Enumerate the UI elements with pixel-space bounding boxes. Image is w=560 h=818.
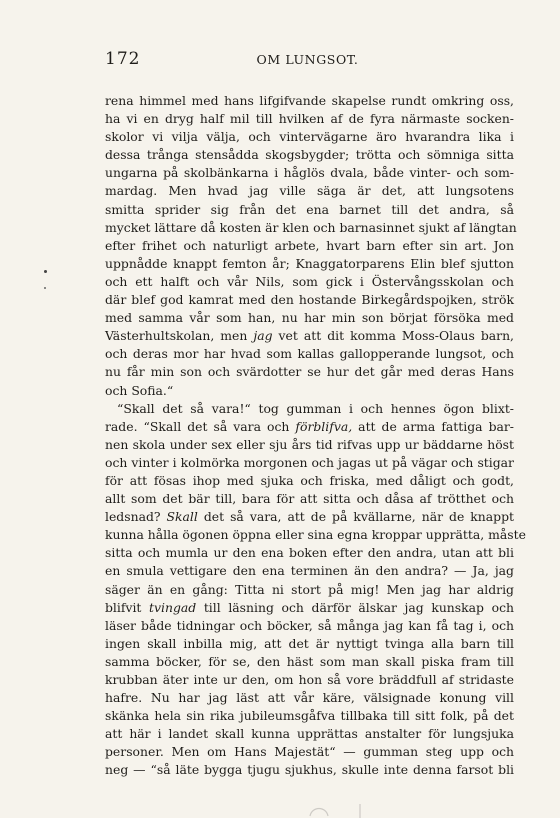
text-line: personer. Men om Hans Majestät“ — gumman steg upp och [105,744,514,760]
text-line: mardag. Men hvad jag ville säga är det, att lungsotens [105,183,514,199]
text-line: samma böcker, för se, den häst som man skall piska fram till [105,653,514,669]
text-line: rena himmel med hans lifgifvande skapelse rundt omkring oss, [105,93,514,108]
text-line: säger än en gång: Titta ni stort på mig! Men jag har aldrig [105,581,514,597]
text-line: allt som det bär till, bara för att sitta och dåsa af trötthet och [105,491,514,507]
text-line: och ett halft och vår Nils, som gick i Östervångsskolan och [105,273,514,289]
text-line: nen skola under sex eller sju års tid rifvas upp ur bäddarne höst [105,436,514,452]
text-line: hafre. Nu har jag läst att vår käre, välsignade konung vill [105,690,514,706]
text-line: rade. “Skall det så vara och förblifva, att de arma fattiga bar- [105,418,514,434]
text-line: och vinter i kolmörka morgonen och jagas ut på vägar och stigar [105,454,514,470]
text-line: neg — “så läte bygga tjugu sjukhus, skulle inte denna farsot bli [105,762,514,778]
text-line: ha vi en dryg half mil till hvilken af de fyra närmaste socken- [105,111,514,127]
text-line: kunna hålla ögonen öppna eller sina egna kroppar upprätta, måste [105,527,526,543]
page-header [105,49,510,73]
margin-speck [44,287,46,289]
text-line: Västerhultskolan, men jag vet att dit komma Moss-Olaus barn, [105,328,514,344]
running-title: OM LUNGSOT. [256,52,359,67]
text-line: där blef god kamrat med den hostande Birkegårdspojken, strök [105,292,514,308]
text-line: efter frihet och naturligt arbete, hvart barn efter sin art. Jon [105,237,514,253]
text-line: att här i landet skall kunna upprättas anstalter för lungsjuka [105,726,514,742]
text-line: med samma vår som han, nu har min son börjat försöka med [105,310,514,326]
text-line: och deras mor har hvad som kallas gallopperande lungsot, och [105,346,514,362]
text-line: och Sofia.“ [105,382,174,398]
text-line: krubban äter inte ur den, om hon så vore bräddfull af stridaste [105,672,514,687]
page-number: 172 [105,49,141,69]
text-line: blifvit tvingad till läsning och därför älskar jag kunskap och [105,599,514,615]
text-line: sitta och mumla ur den ena boken efter den andra, utan att bli [105,545,514,561]
text-line: ingen skall inbilla mig, att det är nyttigt tvinga alla barn till [105,635,514,651]
margin-speck [44,270,47,273]
text-line: ledsnad? Skall det så vara, att de på kvällarne, när de knappt [105,509,514,525]
scan-watermark-logo [300,802,390,818]
text-line: dessa trånga stensådda skogsbygder; trötta och sömniga sitta [105,147,514,163]
text-line: smitta sprider sig från det ena barnet till det andra, så [105,201,514,217]
text-line: skolor vi vilja välja, och vintervägarne äro hvarandra lika i [105,129,514,145]
text-line: “Skall det så vara!“ tog gumman i och hennes ögon blixt- [117,400,514,416]
body-text [105,92,526,780]
text-line: för att fösas ihop med sjuka och friska, med dåligt och godt, [105,472,514,488]
text-line: nu får min son och svärdotter se hur det går med deras Hans [105,364,514,380]
text-line: uppnådde knappt femton år; Knaggatorparens Elin blef sjutton [105,255,514,271]
text-line: skänka hela sin rika jubileumsgåfva tillbaka till sitt folk, på det [105,708,514,724]
text-line: läser både tidningar och böcker, så många jag kan få tag i, och [105,617,514,633]
text-line: mycket lättare då kosten är klen och barnasinnet sjukt af längtan [105,219,517,235]
text-line: ungarna på skolbänkarna i håglös dvala, både vinter- och som- [105,165,514,181]
text-line: en smula vettigare den ena terminen än den andra? — Ja, jag [105,563,514,579]
